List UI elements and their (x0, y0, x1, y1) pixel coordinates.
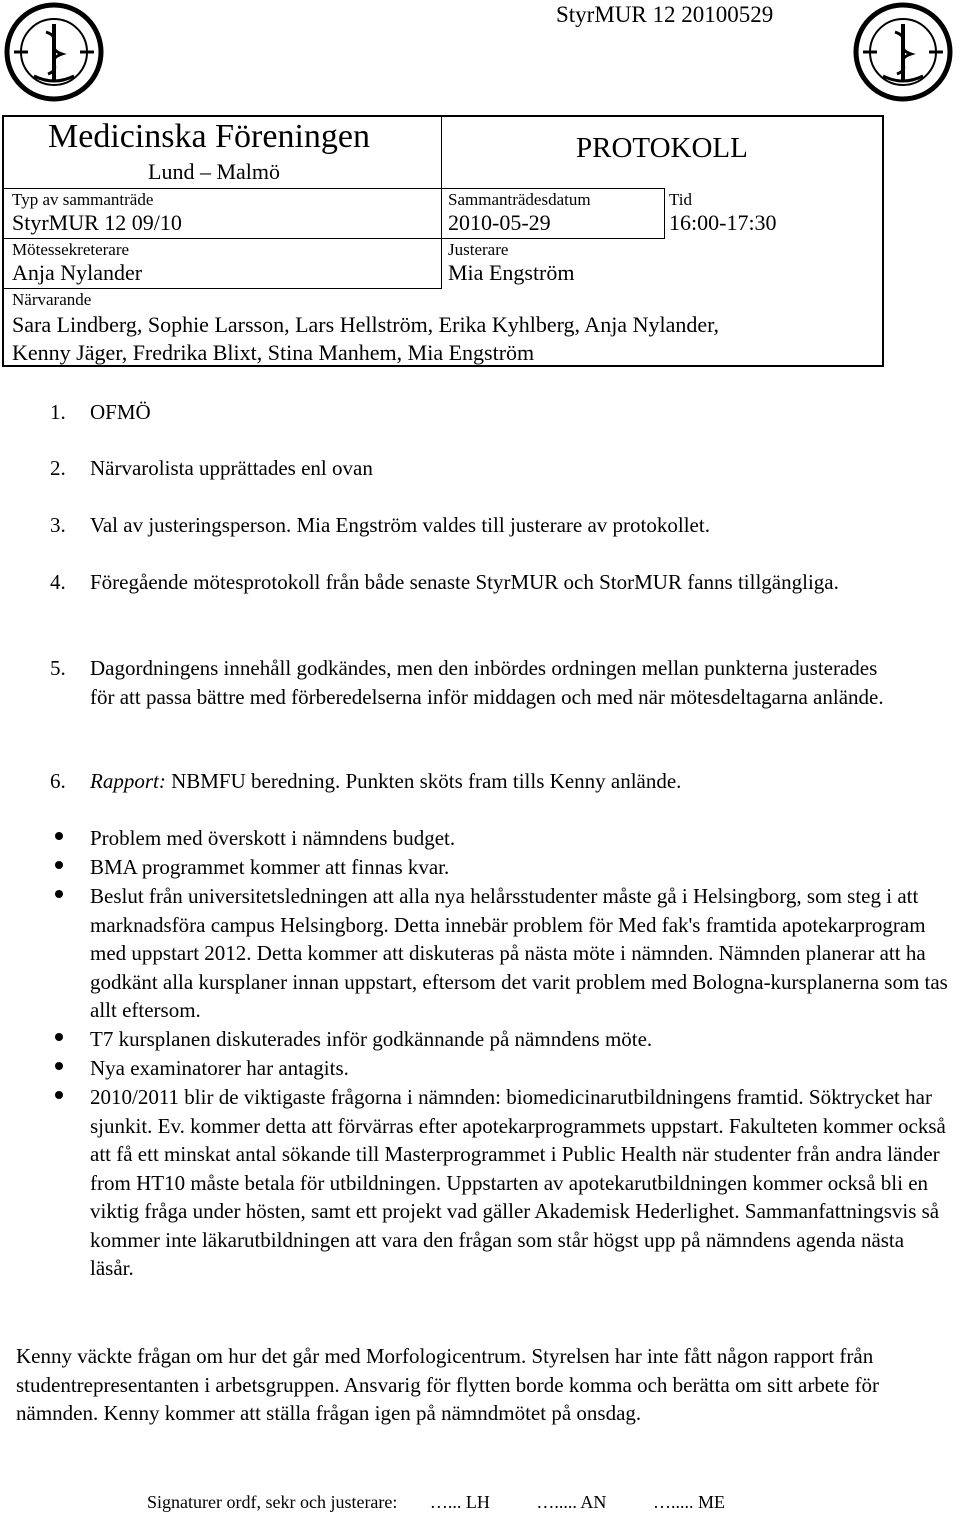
bullet-dot (55, 1091, 63, 1099)
signature-footer (147, 1492, 725, 1513)
signature-label: Signaturer ordf, sekr och justerare: (147, 1492, 398, 1512)
item-number: 3. (50, 513, 66, 537)
agenda-item: Närvarolista upprättades enl ovan (90, 456, 373, 480)
protocol-title: PROTOKOLL (576, 132, 748, 164)
bullet-dot (55, 1062, 63, 1070)
date-value: 2010-05-29 (448, 210, 551, 235)
divider (441, 115, 442, 289)
present-label: Närvarande (12, 290, 92, 309)
date-label: Sammanträdesdatum (448, 190, 591, 209)
secretary-value: Anja Nylander (12, 260, 143, 285)
agenda-item: Dagordningens innehåll godkändes, men den inbördes ordningen mellan punkterna justerades för att passa bättre med förberedelserna inför middagen och med när mötesdeltagarna anlände. (90, 656, 884, 709)
org-name: Medicinska Föreningen (48, 118, 370, 155)
bullet-dot (55, 890, 63, 898)
list-item: BMA programmet kommer att finnas kvar. (90, 855, 450, 879)
divider (2, 288, 442, 289)
adjuster-label: Justerare (448, 240, 509, 259)
report-label: Rapport: (90, 769, 166, 793)
adjuster-value: Mia Engström (448, 260, 575, 285)
item-number: 4. (50, 570, 66, 594)
list-item: T7 kursplanen diskuterades inför godkännande på nämndens möte. (90, 1027, 653, 1051)
list-item: Beslut från universitetsledningen att alla nya helårsstudenter måste gå i Helsingborg, som steg i att marknadsföra campus Helsingborg. Detta innebär problem för Med fak's framtida apotekarprogram med uppstart 2012. Detta kommer att diskuteras på nästa möte i nämnden. Nämnden planerar att ha godkänt alla kursplaner innan uppstart, eftersom det varit problem med Bologna-kursplanerna som tas allt eftersom. (90, 884, 948, 1022)
divider (664, 188, 665, 239)
item-number: 6. (50, 769, 66, 793)
medicinska-foreningen-seal-icon (853, 2, 953, 102)
secretary-label: Mötessekreterare (12, 240, 130, 259)
agenda-item: Val av justeringsperson. Mia Engström valdes till justerare av protokollet. (90, 513, 710, 537)
present-list: Kenny Jäger, Fredrika Blixt, Stina Manhem, Mia Engström (12, 340, 535, 365)
report-text: NBMFU beredning. Punkten sköts fram tills Kenny anlände. (165, 769, 682, 793)
signature-ordf: …... LH (429, 1492, 490, 1512)
bullet-dot (55, 832, 63, 840)
time-label: Tid (669, 190, 693, 209)
list-item: Nya examinatorer har antagits. (90, 1056, 349, 1080)
signature-sekr: …..... AN (536, 1492, 607, 1512)
agenda-item: Föregående mötesprotokoll från både senaste StyrMUR och StorMUR fanns tillgängliga. (90, 570, 839, 594)
list-item: Problem med överskott i nämndens budget. (90, 826, 456, 850)
bullet-dot (55, 1033, 63, 1041)
divider (2, 238, 664, 239)
bullet-dot (55, 861, 63, 869)
running-header: StyrMUR 12 20100529 (556, 2, 774, 27)
meeting-type-label: Typ av sammanträde (12, 190, 154, 209)
list-item: 2010/2011 blir de viktigaste frågorna i nämnden: biomedicinarutbildningens framtid. Söktrycket har sjunkit. Ev. kommer detta att förvärras efter apotekarprogrammets uppstart. Fakulteten kommer också att få ett minskat antal sökande till Masterprogrammet i Public Health när studenter från andra länder from HT10 måste betala för utbildningen. Uppstarten av apotekarutbildningen kommer också bli en viktig fråga under hösten, samt ett projekt vad gäller Akademisk Hederlighet. Sammanfattningsvis så kommer inte läkarutbildningen att vara den frågan som står högst upp på nämndens agenda nästa läsår. (90, 1085, 946, 1280)
agenda-item (90, 767, 948, 796)
meeting-type-value: StyrMUR 12 09/10 (12, 210, 182, 235)
divider (2, 188, 664, 189)
item-number: 5. (50, 656, 66, 680)
item-number: 1. (50, 400, 66, 424)
present-list: Sara Lindberg, Sophie Larsson, Lars Hellström, Erika Kyhlberg, Anja Nylander, (12, 312, 720, 337)
agenda-item: OFMÖ (90, 400, 151, 424)
item-number: 2. (50, 456, 66, 480)
time-value: 16:00-17:30 (669, 210, 777, 235)
closing-paragraph: Kenny väckte frågan om hur det går med Morfologicentrum. Styrelsen har inte fått någon rapport från studentrepresentanten i arbetsgruppen. Ansvarig för flytten borde komma och berätta om sitt arbete för nämnden. Kenny kommer att ställa frågan igen på nämndmötet på onsdag. (16, 1344, 880, 1425)
org-subtitle: Lund – Malmö (148, 159, 280, 184)
medicinska-foreningen-seal-icon (4, 2, 104, 102)
signature-justerare: …..... ME (652, 1492, 725, 1512)
